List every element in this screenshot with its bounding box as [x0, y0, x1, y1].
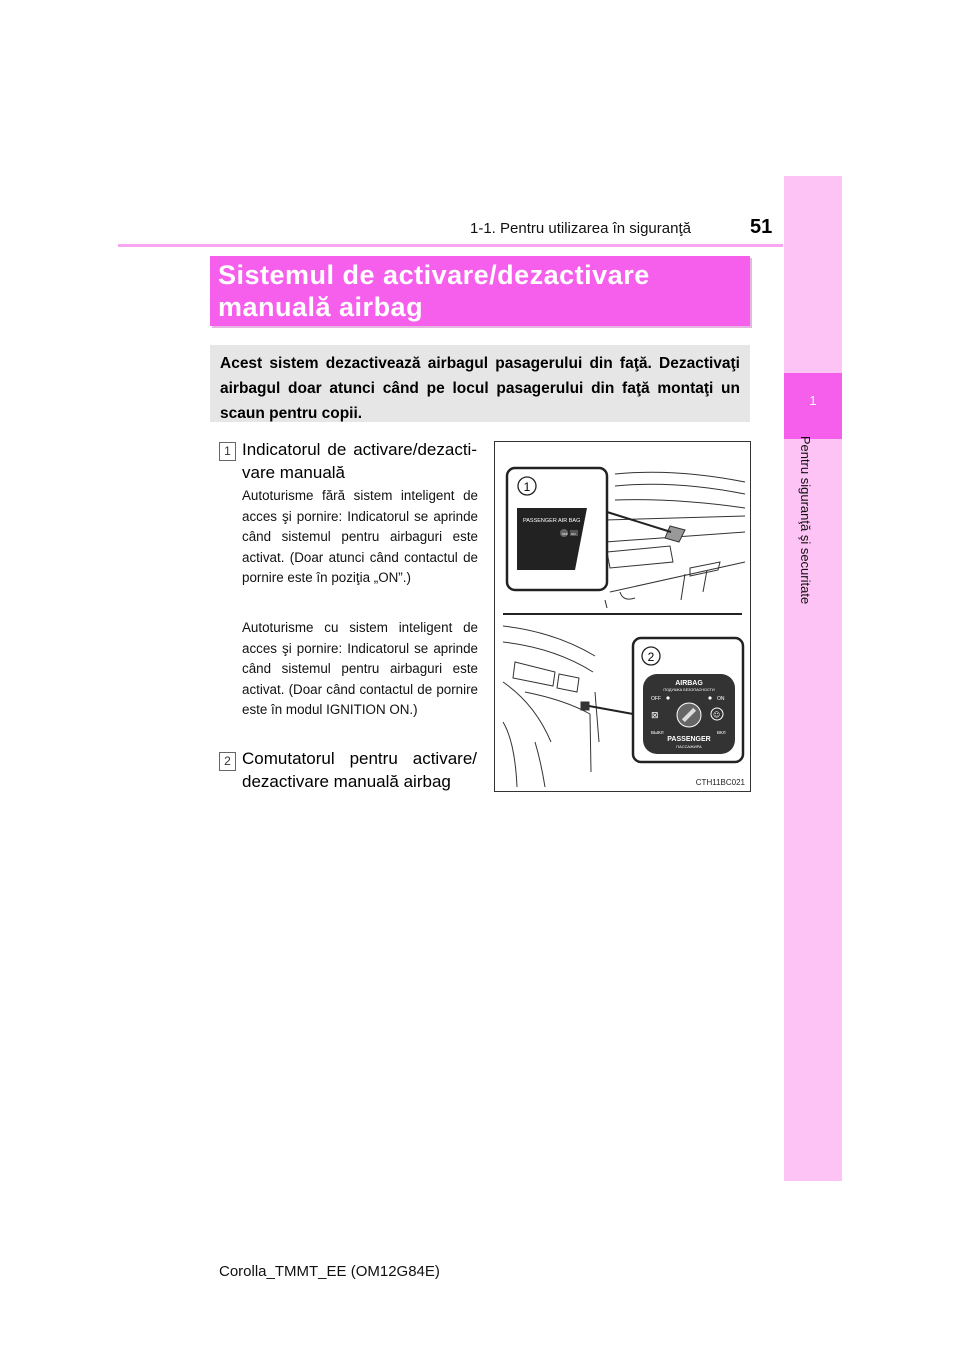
dashboard-lower-drawing — [503, 626, 599, 787]
switch-passenger-ru: ПАССАЖИРА — [676, 744, 702, 749]
section-title-line2: manuală airbag — [218, 292, 424, 322]
chapter-side-tab — [784, 176, 842, 1181]
indicator-on: ON — [571, 532, 576, 536]
section-title-line1: Sistemul de activare/dezactivare — [218, 260, 650, 290]
switch-off-label: OFF — [651, 696, 661, 702]
item-1-description-1: Autoturisme fără sistem inteligent de acces şi pornire: Indicatorul se aprinde când sistemul pentru airbaguri este activat. (Doar atunci când contactul de pornire este în poziţia „ON”.) — [242, 488, 478, 585]
footer-document-id: Corolla_TMMT_EE (OM12G84E) — [219, 1263, 440, 1280]
item-1-description-2: Autoturisme cu sistem inteligent de acces şi pornire: Indicatorul se aprinde când sistemul pentru airbaguri este activat. (Doar când contactul de pornire este în modul IGNITION ON.) — [242, 620, 478, 717]
switch-subtitle: ПОДУШКА БЕЗОПАСНОСТИ — [663, 688, 715, 692]
intro-box — [210, 345, 750, 422]
indicator-label: PASSENGER AIR BAG — [523, 518, 581, 524]
section-title-box — [210, 256, 750, 326]
switch-title: AIRBAG — [675, 680, 703, 687]
section-title — [218, 259, 742, 323]
switch-on-ru: ВКЛ — [717, 730, 726, 735]
item-1-title: Indicatorul de activare/dezacti-vare manuală — [242, 440, 477, 482]
switch-off-ru: ВЫКЛ — [651, 730, 664, 735]
airbag-off-icon: ⊠ — [651, 711, 659, 721]
item-marker-1: 1 — [219, 442, 236, 461]
header-divider — [118, 244, 783, 247]
airbag-on-icon: ☺ — [713, 711, 721, 719]
header-section-title: 1-1. Pentru utilizarea în siguranţă — [470, 220, 691, 237]
switch-passenger: PASSENGER — [667, 736, 711, 743]
figure-callout-2: 2 — [647, 650, 655, 664]
page-number: 51 — [750, 216, 773, 238]
item-2-title: Comutatorul pentru activare/ dezactivare manuală airbag — [242, 749, 477, 791]
switch-on-label: ON — [717, 696, 725, 702]
dashboard-upper-drawing — [605, 472, 745, 608]
figure-code: CTH11BC021 — [695, 778, 745, 787]
chapter-number: 1 — [809, 393, 817, 408]
intro-text: Acest sistem dezactivează airbagul pasagerului din faţă. Dezactivaţi airbagul doar atunci când pe locul pasagerului din faţă montaţi un scaun pentru copii. — [220, 355, 740, 422]
airbag-figure — [494, 441, 751, 792]
item-marker-2: 2 — [219, 752, 236, 771]
chapter-title: Pentru siguranţă şi securitate — [798, 435, 813, 605]
indicator-off: OFF — [562, 532, 568, 536]
figure-callout-1: 1 — [523, 480, 531, 494]
airbag-illustration — [495, 442, 750, 791]
